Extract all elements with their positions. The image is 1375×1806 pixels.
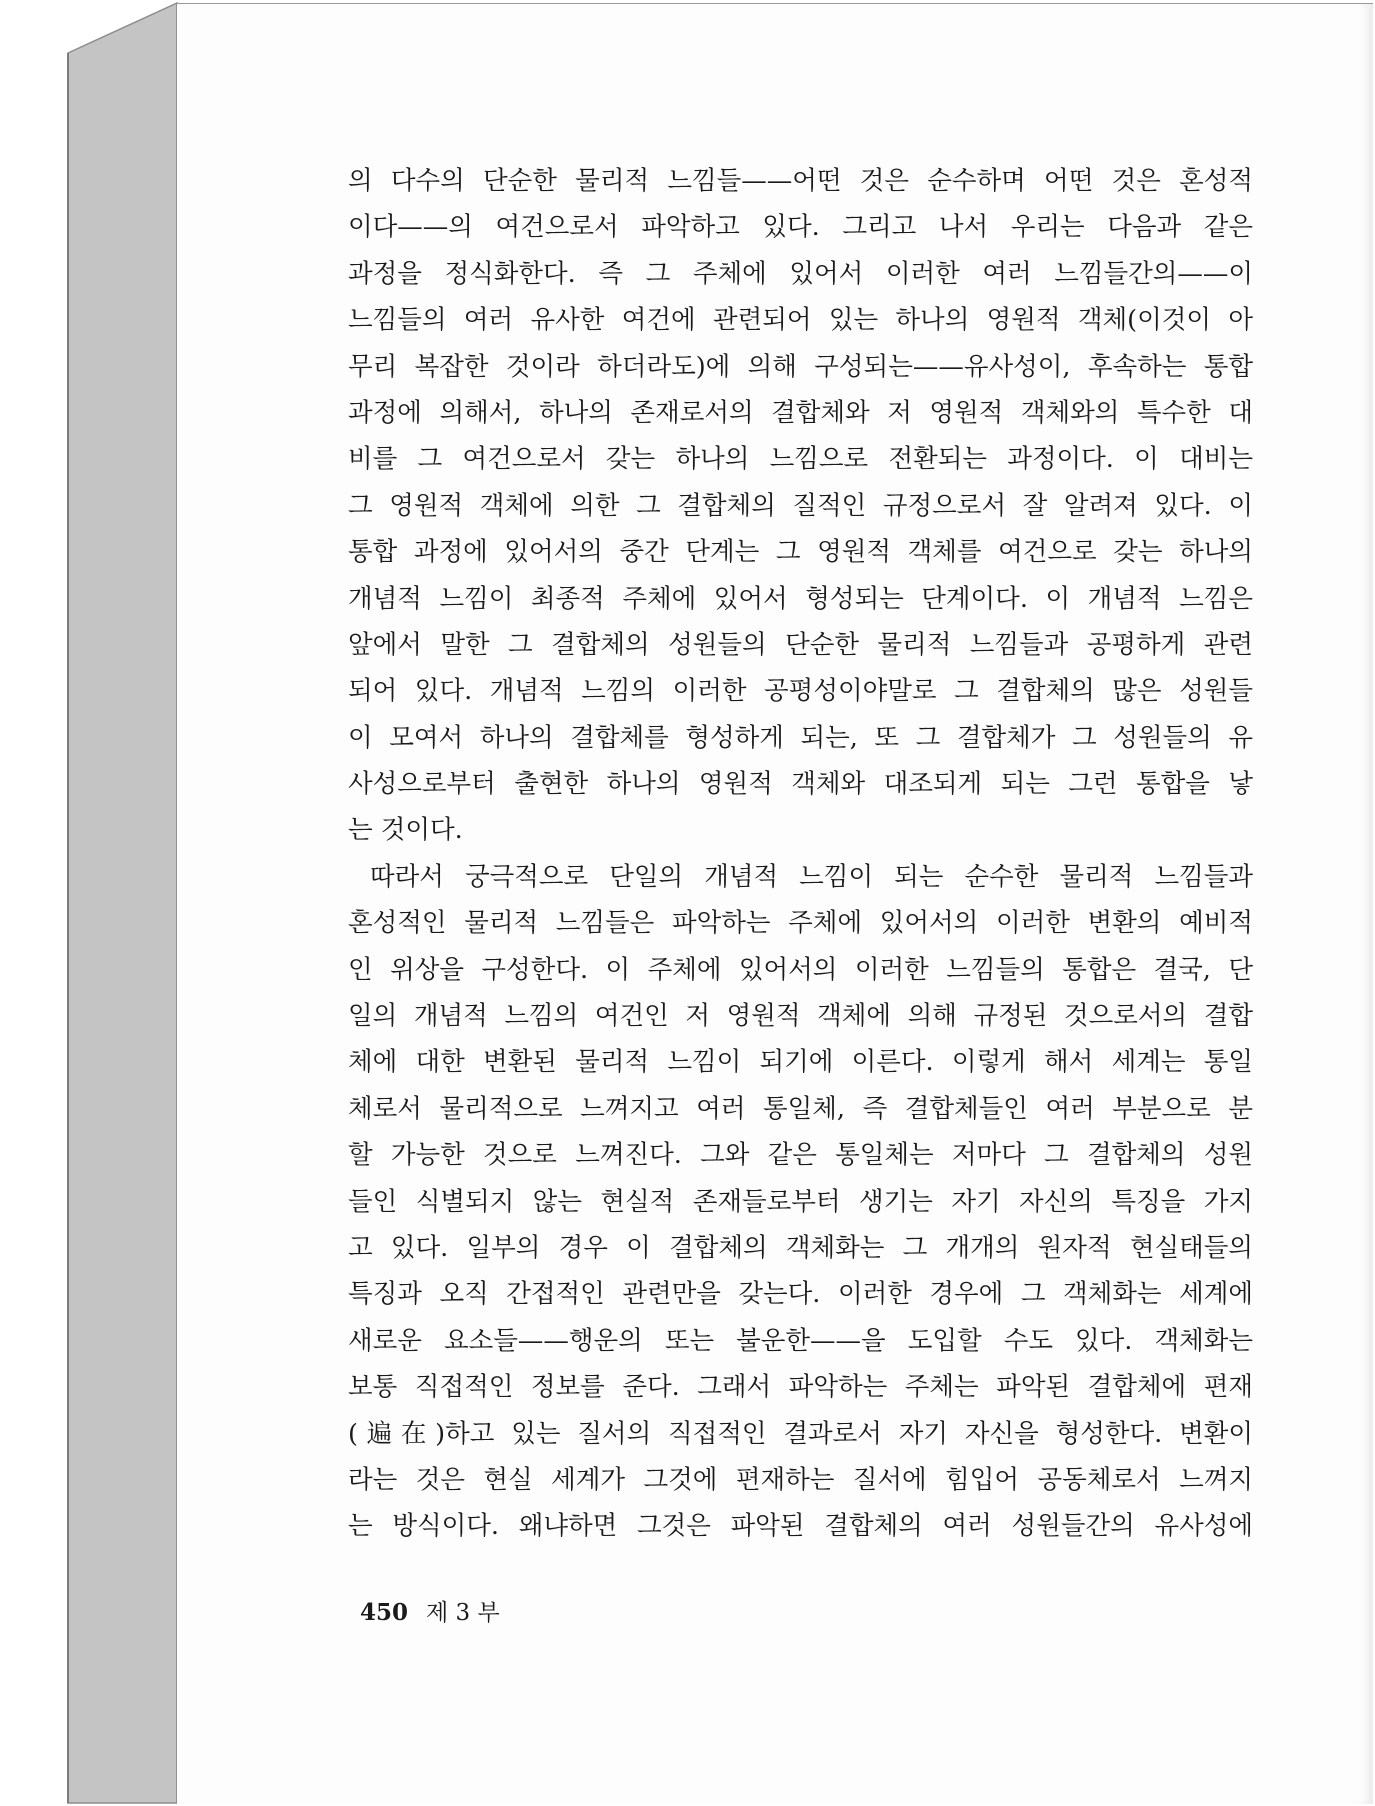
text-line: 무리 복잡한 것이라 하더라도)에 의해 구성되는——유사성이, 후속하는 통합	[348, 351, 1253, 382]
text-line: 앞에서 말한 그 결합체의 성원들의 단순한 물리적 느낌들과 공평하게 관련	[348, 629, 1253, 660]
text-line: 는 것이다.	[348, 815, 463, 846]
text-line: 통합 과정에 있어서의 중간 단계는 그 영원적 객체를 여건으로 갖는 하나의	[348, 537, 1253, 568]
text-line: 일의 개념적 느낌의 여건인 저 영원적 객체에 의해 규정된 것으로서의 결합	[348, 1001, 1253, 1032]
text-line: 되어 있다. 개념적 느낌의 이러한 공평성이야말로 그 결합체의 많은 성원들	[348, 676, 1253, 707]
text-line: 과정에 의해서, 하나의 존재로서의 결합체와 저 영원적 객체와의 특수한 대	[348, 397, 1253, 428]
text-line: 비를 그 여건으로서 갖는 하나의 느낌으로 전환되는 과정이다. 이 대비는	[348, 444, 1253, 475]
text-line: 체에 대한 변환된 물리적 느낌이 되기에 이른다. 이렇게 해서 세계는 통일	[348, 1047, 1253, 1078]
text-line: 의 다수의 단순한 물리적 느낌들——어떤 것은 순수하며 어떤 것은 혼성적	[348, 166, 1253, 196]
text-line: 과정을 정식화한다. 즉 그 주체에 있어서 이러한 여러 느낌들간의——이	[348, 258, 1253, 289]
text-line: 이 모여서 하나의 결합체를 형성하게 되는, 또 그 결합체가 그 성원들의 유	[348, 722, 1253, 753]
text-line: 따라서 궁극적으로 단일의 개념적 느낌이 되는 순수한 물리적 느낌들과	[370, 861, 1253, 892]
text-line: (遍在)하고 있는 질서의 직접적인 결과로서 자기 자신을 형성한다. 변환이	[348, 1418, 1253, 1449]
text-line: 고 있다. 일부의 경우 이 결합체의 객체화는 그 개개의 원자적 현실태들의	[348, 1232, 1253, 1263]
text-line: 인 위상을 구성한다. 이 주체에 있어서의 이러한 느낌들의 통합은 결국, 단	[348, 954, 1253, 985]
text-line: 들인 식별되지 않는 현실적 존재들로부터 생기는 자기 자신의 특징을 가지	[348, 1186, 1253, 1217]
text-line: 느낌들의 여러 유사한 여건에 관련되어 있는 하나의 영원적 객체(이것이 아	[348, 305, 1253, 336]
text-line: 는 방식이다. 왜냐하면 그것은 파악된 결합체의 여러 성원들간의 유사성에	[348, 1511, 1253, 1542]
page-number: 450	[360, 1599, 409, 1626]
page-footer	[360, 1594, 500, 1627]
text-line: 사성으로부터 출현한 하나의 영원적 객체와 대조되게 되는 그런 통합을 낳	[348, 769, 1253, 800]
text-line: 그 영원적 객체에 의한 그 결합체의 질적인 규정으로서 잘 알려져 있다. 이	[348, 490, 1253, 521]
page-body-text	[348, 158, 1253, 1550]
text-line: 개념적 느낌이 최종적 주체에 있어서 형성되는 단계이다. 이 개념적 느낌은	[348, 583, 1253, 614]
text-line: 체로서 물리적으로 느껴지고 여러 통일체, 즉 결합체들인 여러 부분으로 분	[348, 1093, 1253, 1124]
part-label: 제 3 부	[426, 1600, 500, 1626]
text-line: 보통 직접적인 정보를 준다. 그래서 파악하는 주체는 파악된 결합체에 편재	[348, 1372, 1253, 1403]
text-line: 새로운 요소들——행운의 또는 불운한——을 도입할 수도 있다. 객체화는	[348, 1325, 1253, 1356]
text-line: 이다——의 여건으로서 파악하고 있다. 그리고 나서 우리는 다음과 같은	[348, 212, 1253, 243]
text-line: 혼성적인 물리적 느낌들은 파악하는 주체에 있어서의 이러한 변환의 예비적	[348, 908, 1253, 939]
text-line: 라는 것은 현실 세계가 그것에 편재하는 질서에 힘입어 공동체로서 느껴지	[348, 1464, 1253, 1495]
text-line: 할 가능한 것으로 느껴진다. 그와 같은 통일체는 저마다 그 결합체의 성원	[348, 1140, 1253, 1171]
text-line: 특징과 오직 간접적인 관련만을 갖는다. 이러한 경우에 그 객체화는 세계에	[348, 1279, 1253, 1310]
